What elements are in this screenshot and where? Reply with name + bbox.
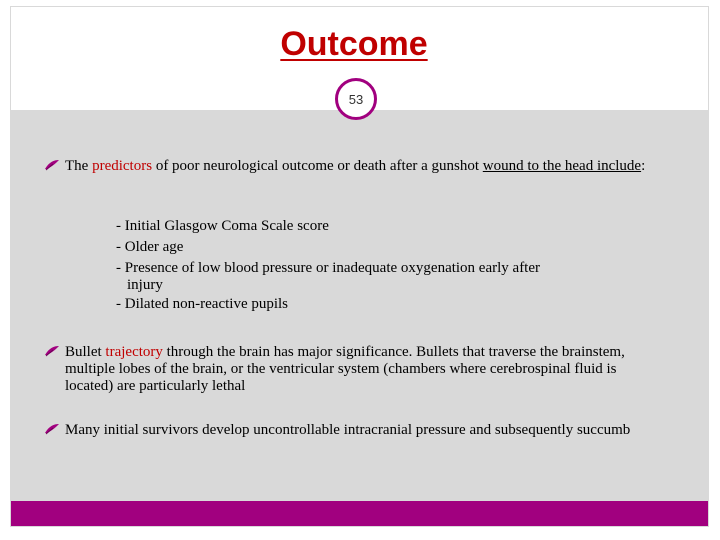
list-item-text: - Dilated non-reactive pupils	[116, 296, 289, 312]
predictors-list	[116, 218, 676, 317]
highlight-predictors: predictors	[92, 158, 153, 174]
text-segment: through the brain has major significance. Bullets that traverse the brainstem, multiple lobes of the brain, or the ventricular system (chambers where cerebrospinal fluid is located) are particularly lethal	[65, 344, 625, 394]
bullet-survivors	[44, 422, 684, 439]
footer-bar	[11, 501, 708, 526]
list-item-continuation: injury	[127, 277, 163, 293]
text-segment: Bullet	[65, 344, 106, 360]
feather-bullet-icon	[44, 423, 60, 437]
bullet-text: Many initial survivors develop uncontrollable intracranial pressure and subsequently succumb	[65, 422, 631, 438]
list-item	[116, 239, 676, 256]
feather-bullet-icon	[44, 159, 60, 173]
list-item	[116, 296, 676, 313]
slide-title: Outcome	[280, 25, 428, 63]
list-item-text: - Older age	[116, 239, 184, 255]
underlined-phrase: wound to the head include	[482, 158, 642, 174]
list-item	[116, 218, 676, 235]
text-segment: :	[641, 158, 646, 174]
list-item-text: - Presence of low blood pressure or inadequate oxygenation early after	[116, 260, 541, 276]
feather-bullet-icon	[44, 345, 60, 359]
list-item	[116, 260, 676, 294]
bullet-trajectory	[44, 344, 664, 395]
bullet-predictors	[44, 158, 684, 175]
text-segment: of poor neurological outcome or death after a gunshot	[152, 158, 483, 174]
list-item-text: - Initial Glasgow Coma Scale score	[116, 218, 329, 234]
page-number-badge	[335, 78, 377, 120]
text-segment: The	[65, 158, 93, 174]
bullet-text	[44, 344, 664, 395]
bullet-text	[44, 158, 684, 175]
highlight-trajectory: trajectory	[105, 344, 163, 360]
page-number: 53	[348, 91, 364, 107]
